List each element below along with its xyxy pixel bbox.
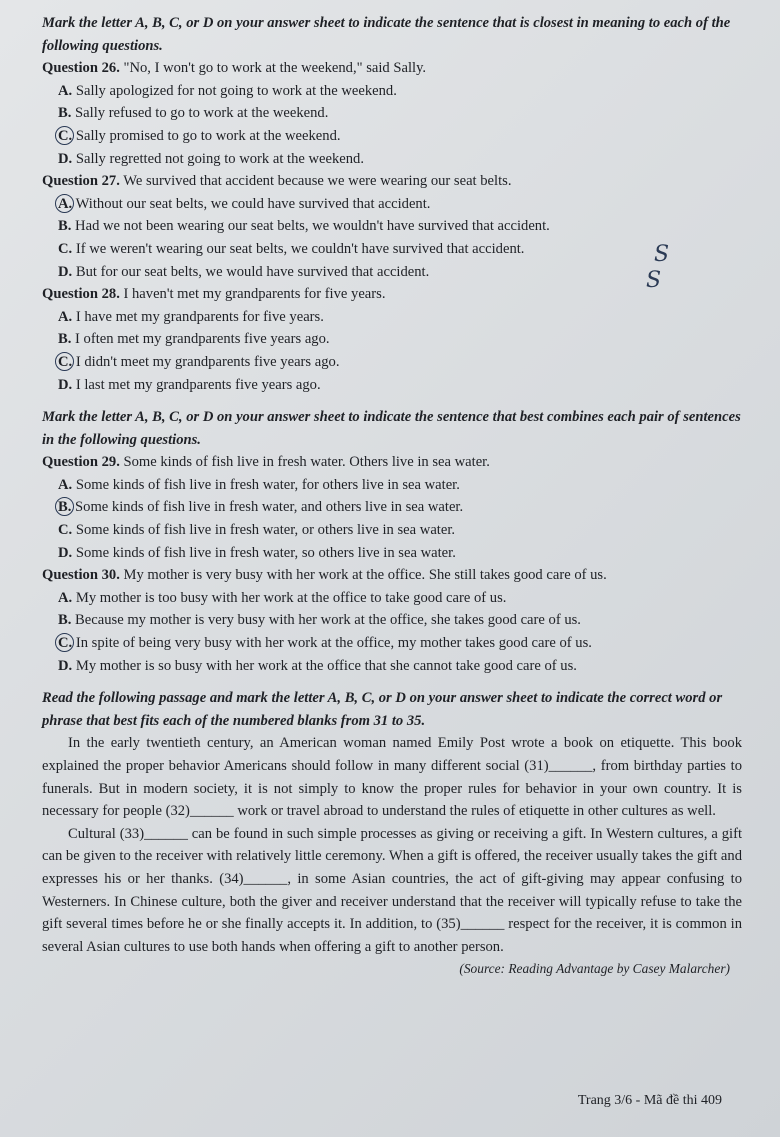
option-d: D. My mother is so busy with her work at the office that she cannot take good care of us. xyxy=(58,657,577,674)
question-label: Question 30. xyxy=(42,567,120,584)
option-d: D. But for our seat belts, we would have survived that accident. xyxy=(58,263,430,280)
question-stem: We survived that accident because we were wearing our seat belts. xyxy=(123,173,512,190)
question-27 xyxy=(42,170,742,283)
option-b: B. I often met my grandparents five years ago. xyxy=(58,331,330,348)
option-b: B. Some kinds of fish live in fresh water, and others live in sea water. xyxy=(42,496,742,519)
passage-source: (Source: Reading Advantage by Casey Malarcher) xyxy=(459,961,730,977)
option-a: A. Without our seat belts, we could have survived that accident. xyxy=(42,193,742,216)
option-c: C. In spite of being very busy with her work at the office, my mother takes good care of us. xyxy=(42,632,742,655)
question-label: Question 26. xyxy=(42,60,120,77)
option-c: C. I didn't meet my grandparents five years ago. xyxy=(42,351,742,374)
question-30 xyxy=(42,564,742,677)
pen-circle-mark xyxy=(55,194,74,213)
question-label: Question 29. xyxy=(42,454,120,471)
section1-instruction: Mark the letter A, B, C, or D on your answer sheet to indicate the sentence that is closest in meaning to each of the following questions. xyxy=(42,15,731,54)
pen-circle-mark xyxy=(55,126,74,145)
option-c: C. If we weren't wearing our seat belts, we couldn't have survived that accident. xyxy=(58,240,525,257)
option-b: B. Had we not been wearing our seat belts, we wouldn't have survived that accident. xyxy=(58,218,550,235)
option-d: D. Some kinds of fish live in fresh water, so others live in sea water. xyxy=(58,544,456,561)
passage-paragraph-2: Cultural (33)______ can be found in such simple processes as giving or receiving a gift. In Western cultures, a gift can be given to the receiver with relatively little ceremony. When a gift is offered, the receiver usually takes the gift and expresses his or her thanks. (34)______, in some Asian countries, the act of gift-giving may appear confusing to Westerners. In Chinese culture, both the giver and receiver understand that the receiver will typically refuse to take the gift several times before he or she finally accepts it. In addition, to (35)______ respect for the receiver, it is common in several Asian cultures to use both hands when offering a gift to another person. xyxy=(42,825,742,955)
section3-instruction: Read the following passage and mark the letter A, B, C, or D on your answer sheet to indicate the correct word or phrase that best fits each of the numbered blanks from 31 to 35. xyxy=(42,690,723,729)
pen-circle-mark xyxy=(55,633,74,652)
pen-s-mark: S xyxy=(654,242,670,267)
option-a: A. My mother is too busy with her work at the office to take good care of us. xyxy=(58,589,507,606)
passage-paragraph-1: In the early twentieth century, an American woman named Emily Post wrote a book on etiquette. This book explained the proper behavior Americans should follow in many different social (31)______, from birthday parties to funerals. But in modern society, it is not simply to know the proper rules for behavior in your own country. It is necessary for people (32)______ work or travel abroad to understand the rules of etiquette in other cultures as well. xyxy=(42,735,742,820)
question-26 xyxy=(42,57,742,170)
option-d: D. Sally regretted not going to work at the weekend. xyxy=(58,150,365,167)
page-footer: Trang 3/6 - Mã đề thi 409 xyxy=(577,1093,722,1108)
option-c: C. Sally promised to go to work at the weekend. xyxy=(42,125,742,148)
pen-circle-mark xyxy=(55,497,74,516)
question-28 xyxy=(42,283,742,396)
option-c: C. Some kinds of fish live in fresh water, or others live in sea water. xyxy=(58,522,456,539)
pen-circle-mark xyxy=(55,352,74,371)
option-d: D. I last met my grandparents five years ago. xyxy=(58,376,321,393)
question-label: Question 28. xyxy=(42,286,120,303)
section2-instruction: Mark the letter A, B, C, or D on your answer sheet to indicate the sentence that best combines each pair of sentences in the following questions. xyxy=(42,409,741,448)
option-a: A. I have met my grandparents for five years. xyxy=(58,308,324,325)
option-a: A. Some kinds of fish live in fresh water, for others live in sea water. xyxy=(58,476,460,493)
question-stem: I haven't met my grandparents for five years. xyxy=(123,286,386,303)
option-a: A. Sally apologized for not going to work at the weekend. xyxy=(58,82,397,99)
question-label: Question 27. xyxy=(42,173,120,190)
option-b: B. Because my mother is very busy with her work at the office, she takes good care of us. xyxy=(58,612,581,629)
option-b: B. Sally refused to go to work at the weekend. xyxy=(58,105,329,122)
pen-s-mark: S xyxy=(646,268,662,293)
question-stem: "No, I won't go to work at the weekend," said Sally. xyxy=(123,60,427,77)
question-stem: My mother is very busy with her work at the office. She still takes good care of us. xyxy=(123,567,607,584)
question-stem: Some kinds of fish live in fresh water. Others live in sea water. xyxy=(123,454,490,471)
question-29 xyxy=(42,451,742,564)
